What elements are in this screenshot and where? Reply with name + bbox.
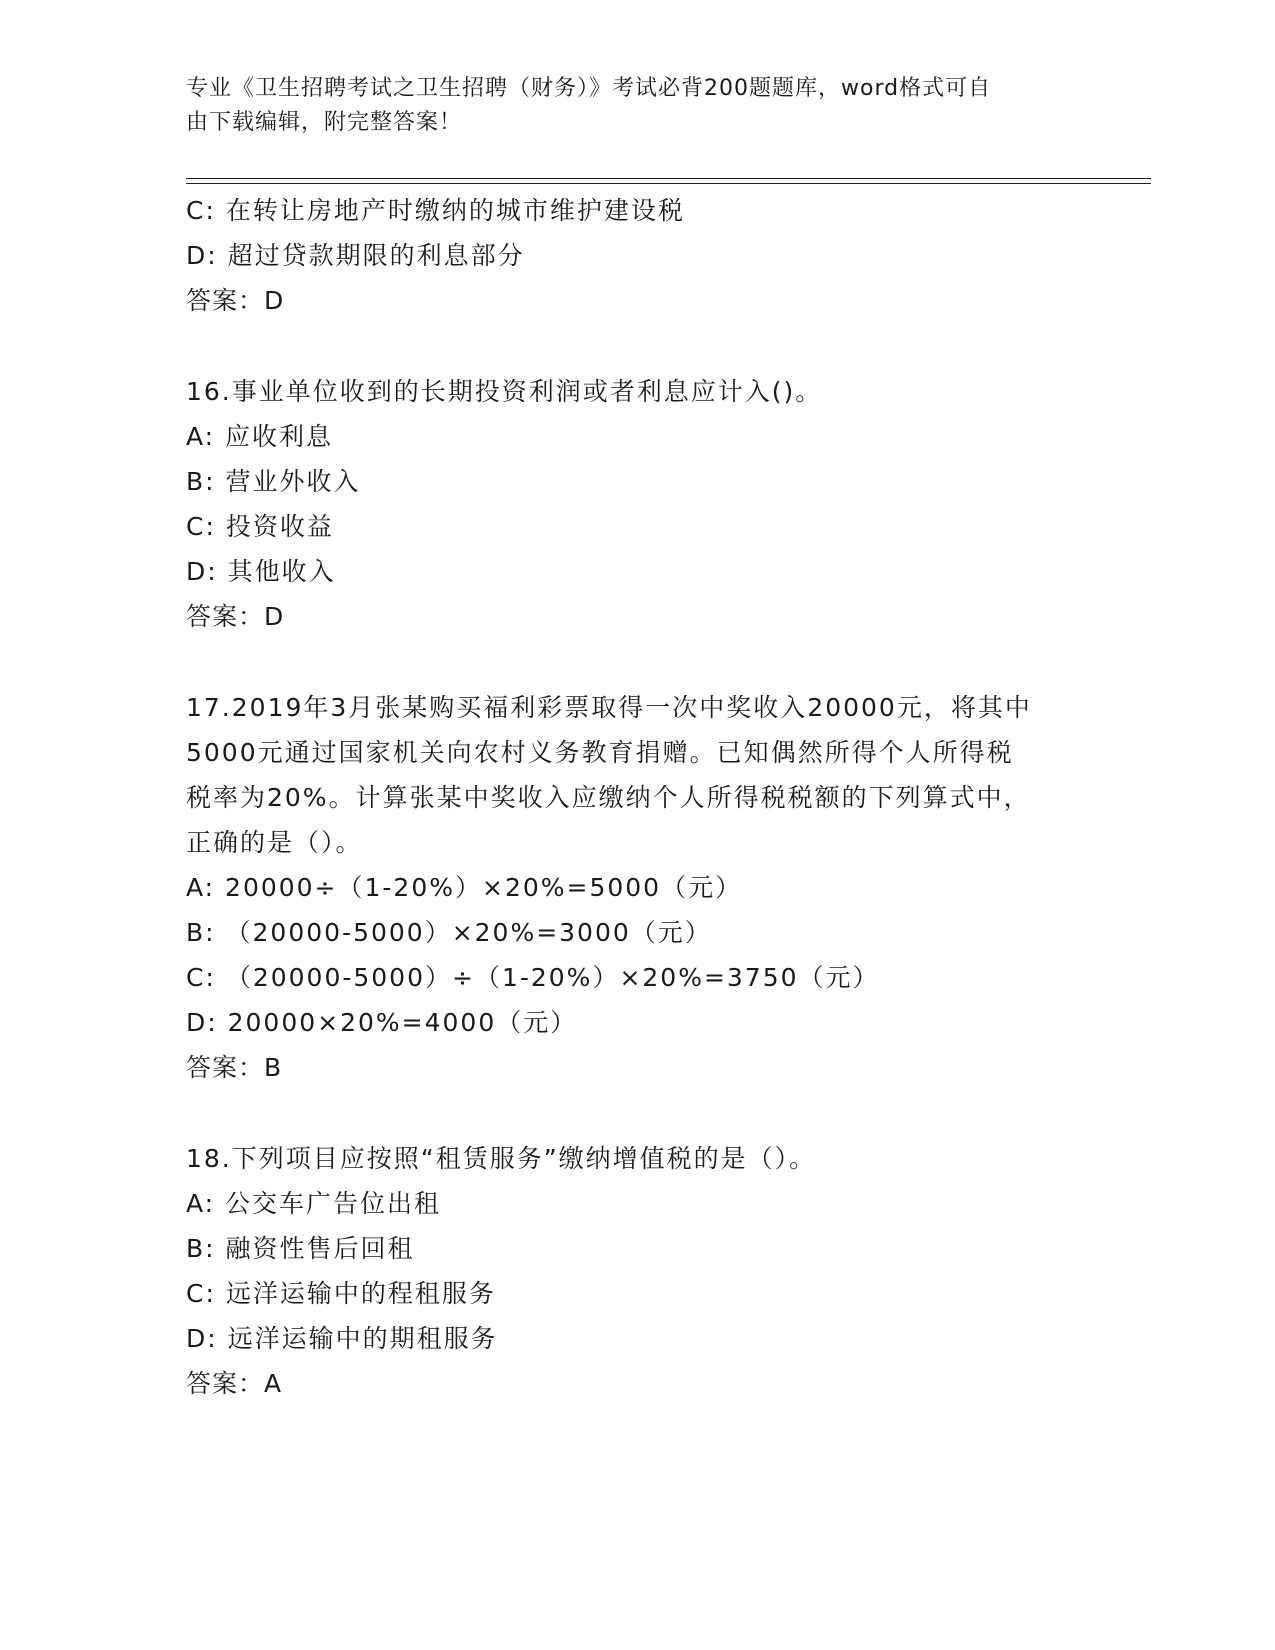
header-line-1: 专业《卫生招聘考试之卫生招聘（财务）》考试必背200题题库，word格式可自 <box>186 76 992 101</box>
question-stem: 18.下列项目应按照“租赁服务”缴纳增值税的是（）。 <box>186 1144 817 1173</box>
question-stem-line-4: 正确的是（）。 <box>186 828 363 857</box>
answer-text: 答案：B <box>186 1053 283 1082</box>
option-b: B: 营业外收入 <box>186 467 361 496</box>
header-divider-bottom <box>186 183 1151 184</box>
header-divider-top <box>186 178 1151 179</box>
question-stem-line-3: 税率为20%。计算张某中奖收入应缴纳个人所得税税额的下列算式中， <box>186 783 1031 812</box>
option-c: C: （20000-5000）÷（1-20%）×20%=3750（元） <box>186 963 880 992</box>
question-list <box>186 188 1106 1406</box>
option-b: B: 融资性售后回租 <box>186 1234 415 1263</box>
answer-text: 答案：A <box>186 1369 283 1398</box>
option-c: C: 远洋运输中的程租服务 <box>186 1279 496 1308</box>
option-a: A: 公交车广告位出租 <box>186 1189 442 1218</box>
option-c: C: 投资收益 <box>186 512 334 541</box>
question-stem: 16.事业单位收到的长期投资利润或者利息应计入()。 <box>186 377 823 406</box>
option-a: A: 20000÷（1-20%）×20%=5000（元） <box>186 873 743 902</box>
option-d: D: 远洋运输中的期租服务 <box>186 1324 498 1353</box>
option-d: D: 20000×20%=4000（元） <box>186 1008 578 1037</box>
question-stem-line-2: 5000元通过国家机关向农村义务教育捐赠。已知偶然所得个人所得税 <box>186 738 1014 767</box>
option-d: D: 其他收入 <box>186 557 336 586</box>
answer-text: 答案：D <box>186 286 285 315</box>
option-d: D: 超过贷款期限的利息部分 <box>186 241 525 270</box>
option-b: B: （20000-5000）×20%=3000（元） <box>186 918 712 947</box>
answer-text: 答案：D <box>186 602 285 631</box>
question-17 <box>186 685 1106 1090</box>
question-16 <box>186 369 1106 639</box>
question-15 <box>186 188 1106 323</box>
option-a: A: 应收利息 <box>186 422 334 451</box>
option-c: C: 在转让房地产时缴纳的城市维护建设税 <box>186 196 685 225</box>
document-header <box>186 72 1086 140</box>
question-18 <box>186 1136 1106 1406</box>
header-line-2: 由下载编辑，附完整答案！ <box>186 110 463 135</box>
question-stem-line-1: 17.2019年3月张某购买福利彩票取得一次中奖收入20000元，将其中 <box>186 693 1032 722</box>
